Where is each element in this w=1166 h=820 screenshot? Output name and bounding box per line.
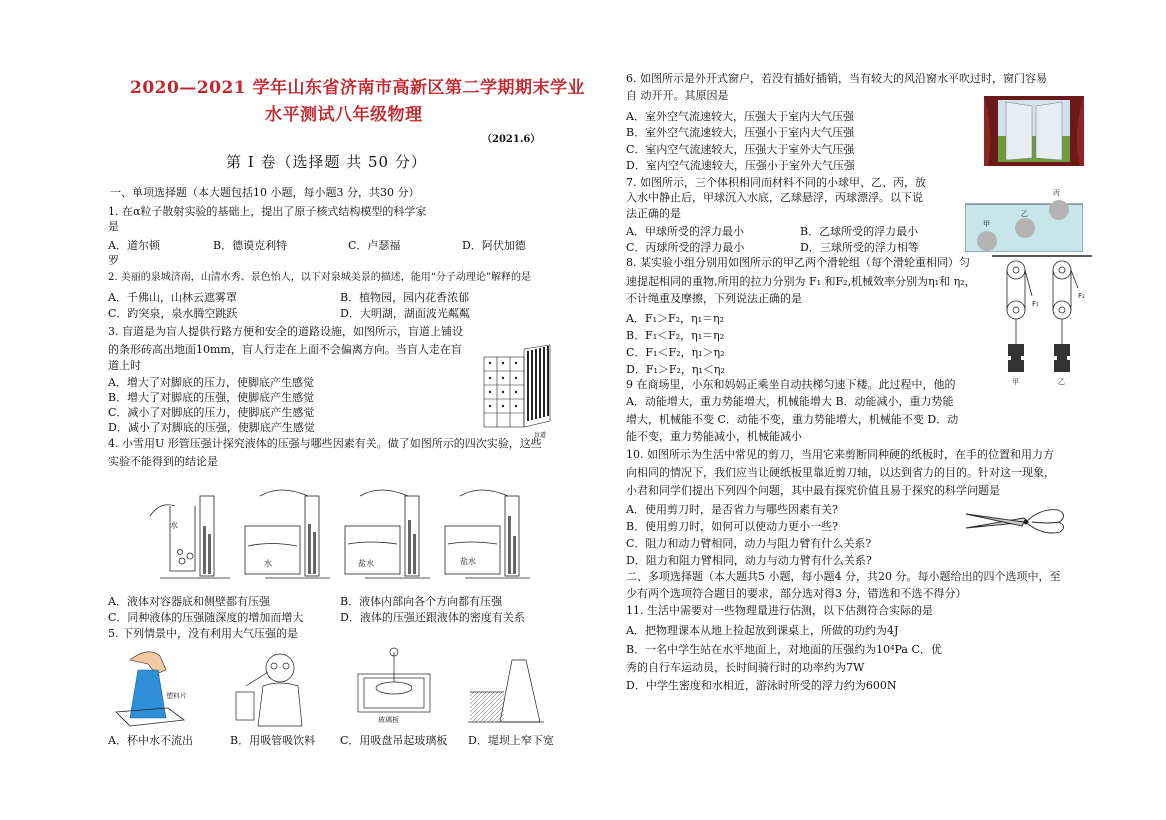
q2-option-a: A．千佛山，山林云遮雾罩 <box>108 291 237 304</box>
q6-option-a: A．室外空气流速较大，压强大于室内大气压强 <box>626 110 854 123</box>
q3-option-b: B．增大了对脚底的压强，使脚底产生感觉 <box>108 391 315 404</box>
q2-stem: 2. 美丽的泉城济南，山清水秀、景色怡人，以下对泉城美景的描述，能用“分子动理论”解释的是 <box>108 272 531 283</box>
q7-option-b: B．乙球所受的浮力最小 <box>800 225 919 238</box>
q10-line2: 向相同的情况下，我们应当让硬纸板里靠近剪刀轴，以达到省力的目的。针对这一现象， <box>626 466 1055 479</box>
ball-jia <box>977 231 997 251</box>
atmospheric-pressure-figure <box>108 646 548 730</box>
q3-option-a: A．增大了对脚底的压力，使脚底产生感觉 <box>108 376 314 389</box>
q1-option-a: A．道尔顿 <box>108 239 160 252</box>
label-yi: 乙 <box>1021 210 1028 218</box>
part2-line1: 二、多项选择题（本大题共5 小题，每小题4 分，共20 分。每小题给出的四个选项中，至 <box>626 570 1061 583</box>
glass-plate-label: 玻璃板 <box>378 716 399 724</box>
part1-heading: 一、单项选择题（本大题包括10 小题，每小题3 分，共30 分） <box>110 186 420 199</box>
exam-date: （2021.6） <box>482 134 541 145</box>
q2-option-c: C．趵突泉，泉水腾空跳跃 <box>108 307 238 320</box>
q5-option-c: C．用吸盘吊起玻璃板 <box>340 734 448 747</box>
pulley-yi-label: 乙 <box>1058 378 1065 386</box>
q10-option-a: A．使用剪刀时，是否省力与哪些因素有关? <box>626 503 838 516</box>
floating-balls-figure <box>965 186 1083 252</box>
q8-line2: 速提起相同的重物,所用的拉力分别为 F₁ 和F₂,机械效率分别为η₁和 η₂， <box>626 275 976 288</box>
q10-line3: 小君和同学们提出下列四个问题，其中最有探究价值且易于探究的科学问题是 <box>626 484 1000 497</box>
q10-option-c: C．阻力和动力臂相同，动力与阻力臂有什么关系? <box>626 537 872 550</box>
q7-option-d: D．三球所受的浮力相等 <box>800 241 919 254</box>
q3-line3: 道上时 <box>108 359 141 372</box>
q3-line1: 3. 盲道是为盲人提供行路方便和安全的道路设施，如图所示，盲道上铺设 <box>108 325 463 338</box>
q1-option-d-cont: 罗 <box>108 254 119 267</box>
fig4-label-water-1: 水 <box>170 521 178 530</box>
q6-option-d: D．室内空气流速较大，压强小于室外大气压强 <box>626 159 855 172</box>
q4-option-d: D．液体的压强还跟液体的密度有关系 <box>340 611 525 624</box>
q3-option-c: C．减小了对脚底的压力，使脚底产生感觉 <box>108 406 315 419</box>
pulley-figure <box>992 252 1092 392</box>
pressure-gauge-figure <box>140 486 535 586</box>
fig4-label-water-2: 水 <box>264 559 272 568</box>
q6-line1: 6. 如图所示是外开式窗户，若没有插好插销，当有较大的风沿窗水平吹过时，窗门容易 <box>626 72 1047 85</box>
label-bing: 丙 <box>1053 189 1060 197</box>
force-f1-label: F₁ <box>1032 300 1039 308</box>
q11-option-d: D．中学生密度和水相近，游泳时所受的浮力约为600N <box>626 679 897 692</box>
q5-stem: 5. 下列情景中，没有利用大气压强的是 <box>108 627 298 640</box>
q4-line1: 4. 小雪用U 形管压强计探究液体的压强与哪些因素有关。做了如图所示的四次实验，这些 <box>108 437 542 450</box>
part2-line2: 少有两个选项符合题目的要求，部分选对得3 分，错选和不选不得分） <box>626 587 967 600</box>
q7-option-c: C．丙球所受的浮力最小 <box>626 241 745 254</box>
q8-option-c: C．F₁＜F₂，η₁＞η₂ <box>626 346 725 359</box>
q11-stem: 11. 生活中需要对一些物理量进行估测，以下估测符合实际的是 <box>626 604 933 617</box>
q5-option-b: B．用吸管吸饮料 <box>230 734 316 747</box>
q7-line1: 7. 如图所示，三个体积相同而材料不同的小球甲、乙、丙，放 <box>626 176 926 189</box>
q4-line2: 实验不能得到的结论是 <box>108 455 218 468</box>
q11-option-a: A．把物理课本从地上捡起放到课桌上，所做的功约为4J <box>626 624 899 637</box>
ball-yi <box>1015 218 1035 238</box>
q9-line4: 能不变，重力势能减小，机械能减小 <box>626 430 802 443</box>
fig4-label-salt-1: 盐水 <box>358 559 374 568</box>
q10-line1: 10. 如图所示为生活中常见的剪刀，当用它来剪断同种硬的纸板时，在手的位置和用力方 <box>626 448 1054 461</box>
window-figure <box>984 96 1084 166</box>
q1-cont: 是 <box>108 220 119 233</box>
tactile-paving-figure <box>482 343 552 439</box>
q7-option-a: A．甲球所受的浮力最小 <box>626 225 744 238</box>
q6-option-c: C．室内空气流速较大，压强大于室外大气压强 <box>626 143 855 156</box>
q2-option-b: B．植物园，园内花香浓郁 <box>340 291 470 304</box>
plastic-sheet-label: 塑料片 <box>166 692 187 700</box>
q9-line2: A．动能增大，重力势能增大，机械能增大 B．动能减小，重力势能 <box>626 395 954 408</box>
q8-option-a: A．F₁＞F₂，η₁＝η₂ <box>626 312 725 325</box>
tactile-paving-label: 盲道 <box>534 432 547 439</box>
pulley-jia-label: 甲 <box>1012 378 1019 386</box>
q5-option-a: A．杯中水不流出 <box>108 734 193 747</box>
q5-option-d: D．堤坝上窄下宽 <box>468 734 554 747</box>
q1-stem: 1. 在α粒子散射实验的基础上，提出了原子核式结构模型的科学家 <box>108 205 427 218</box>
q3-line2: 的条形砖高出地面10mm，盲人行走在上面不会偏离方向。当盲人走在盲 <box>108 343 462 356</box>
q1-option-c: C．卢瑟福 <box>348 239 401 252</box>
section-title: 第 I 卷（选择题 共 50 分） <box>226 153 427 171</box>
q4-option-a: A．液体对容器底和侧壁都有压强 <box>108 595 270 608</box>
q9-line1: 9 在商场里，小东和妈妈正乘坐自动扶梯匀速下楼。此过程中，他的 <box>626 378 956 391</box>
force-f2-label: F₂ <box>1078 292 1085 300</box>
q9-line3: 增大，机械能不变 C．动能不变，重力势能增大，机械能不变 D．动 <box>626 413 959 426</box>
q4-option-b: B．液体内部向各个方向都有压强 <box>340 595 503 608</box>
q11-option-b-cont: 秀的自行车运动员，长时间骑行时的功率约为7W <box>626 661 865 674</box>
q8-option-d: D．F₁＞F₂，η₁＜η₂ <box>626 363 725 376</box>
fig5a-inverted-cup <box>116 652 187 726</box>
q11-option-b: B．一名中学生站在水平地面上，对地面的压强约为10⁴Pa C．优 <box>626 643 942 656</box>
q4-option-c: C．同种液体的压强随深度的增加而增大 <box>108 611 304 624</box>
q1-option-d: D．阿伏加德 <box>462 239 526 252</box>
q8-option-b: B．F₁＜F₂，η₁＝η₂ <box>626 329 725 342</box>
q10-option-d: D．阻力和阻力臂相同，动力与动力臂有什么关系? <box>626 554 872 567</box>
ball-bing <box>1049 200 1069 220</box>
scissors-figure <box>962 500 1072 542</box>
q8-line1: 8. 某实验小组分别用如图所示的甲乙两个滑轮组（每个滑轮重相同）匀 <box>626 256 970 269</box>
q7-line3: 法正确的是 <box>626 207 681 220</box>
q2-option-d: D．大明湖，湖面波光粼粼 <box>340 307 470 320</box>
q10-option-b: B．使用剪刀时，如何可以使动力更小一些? <box>626 520 838 533</box>
q1-option-b: B．德谟克利特 <box>213 239 288 252</box>
exam-title-line2: 水平测试八年级物理 <box>265 105 423 125</box>
q6-line2: 自 动开开。其原因是 <box>626 89 729 102</box>
q3-option-d: D．减小了对脚底的压强，使脚底产生感觉 <box>108 421 315 434</box>
q6-option-b: B．室外空气流速较大，压强小于室内大气压强 <box>626 126 855 139</box>
fig4-label-salt-2: 盐水 <box>460 557 476 566</box>
q7-line2: 入水中静止后，甲球沉入水底，乙球悬浮，丙球漂浮。以下说 <box>626 191 923 204</box>
q8-line3: 不计绳重及摩擦，下列说法正确的是 <box>626 292 802 305</box>
exam-title-line1: 2020—2021 学年山东省济南市高新区第二学期期末学业 <box>130 78 586 98</box>
label-jia: 甲 <box>983 220 990 228</box>
